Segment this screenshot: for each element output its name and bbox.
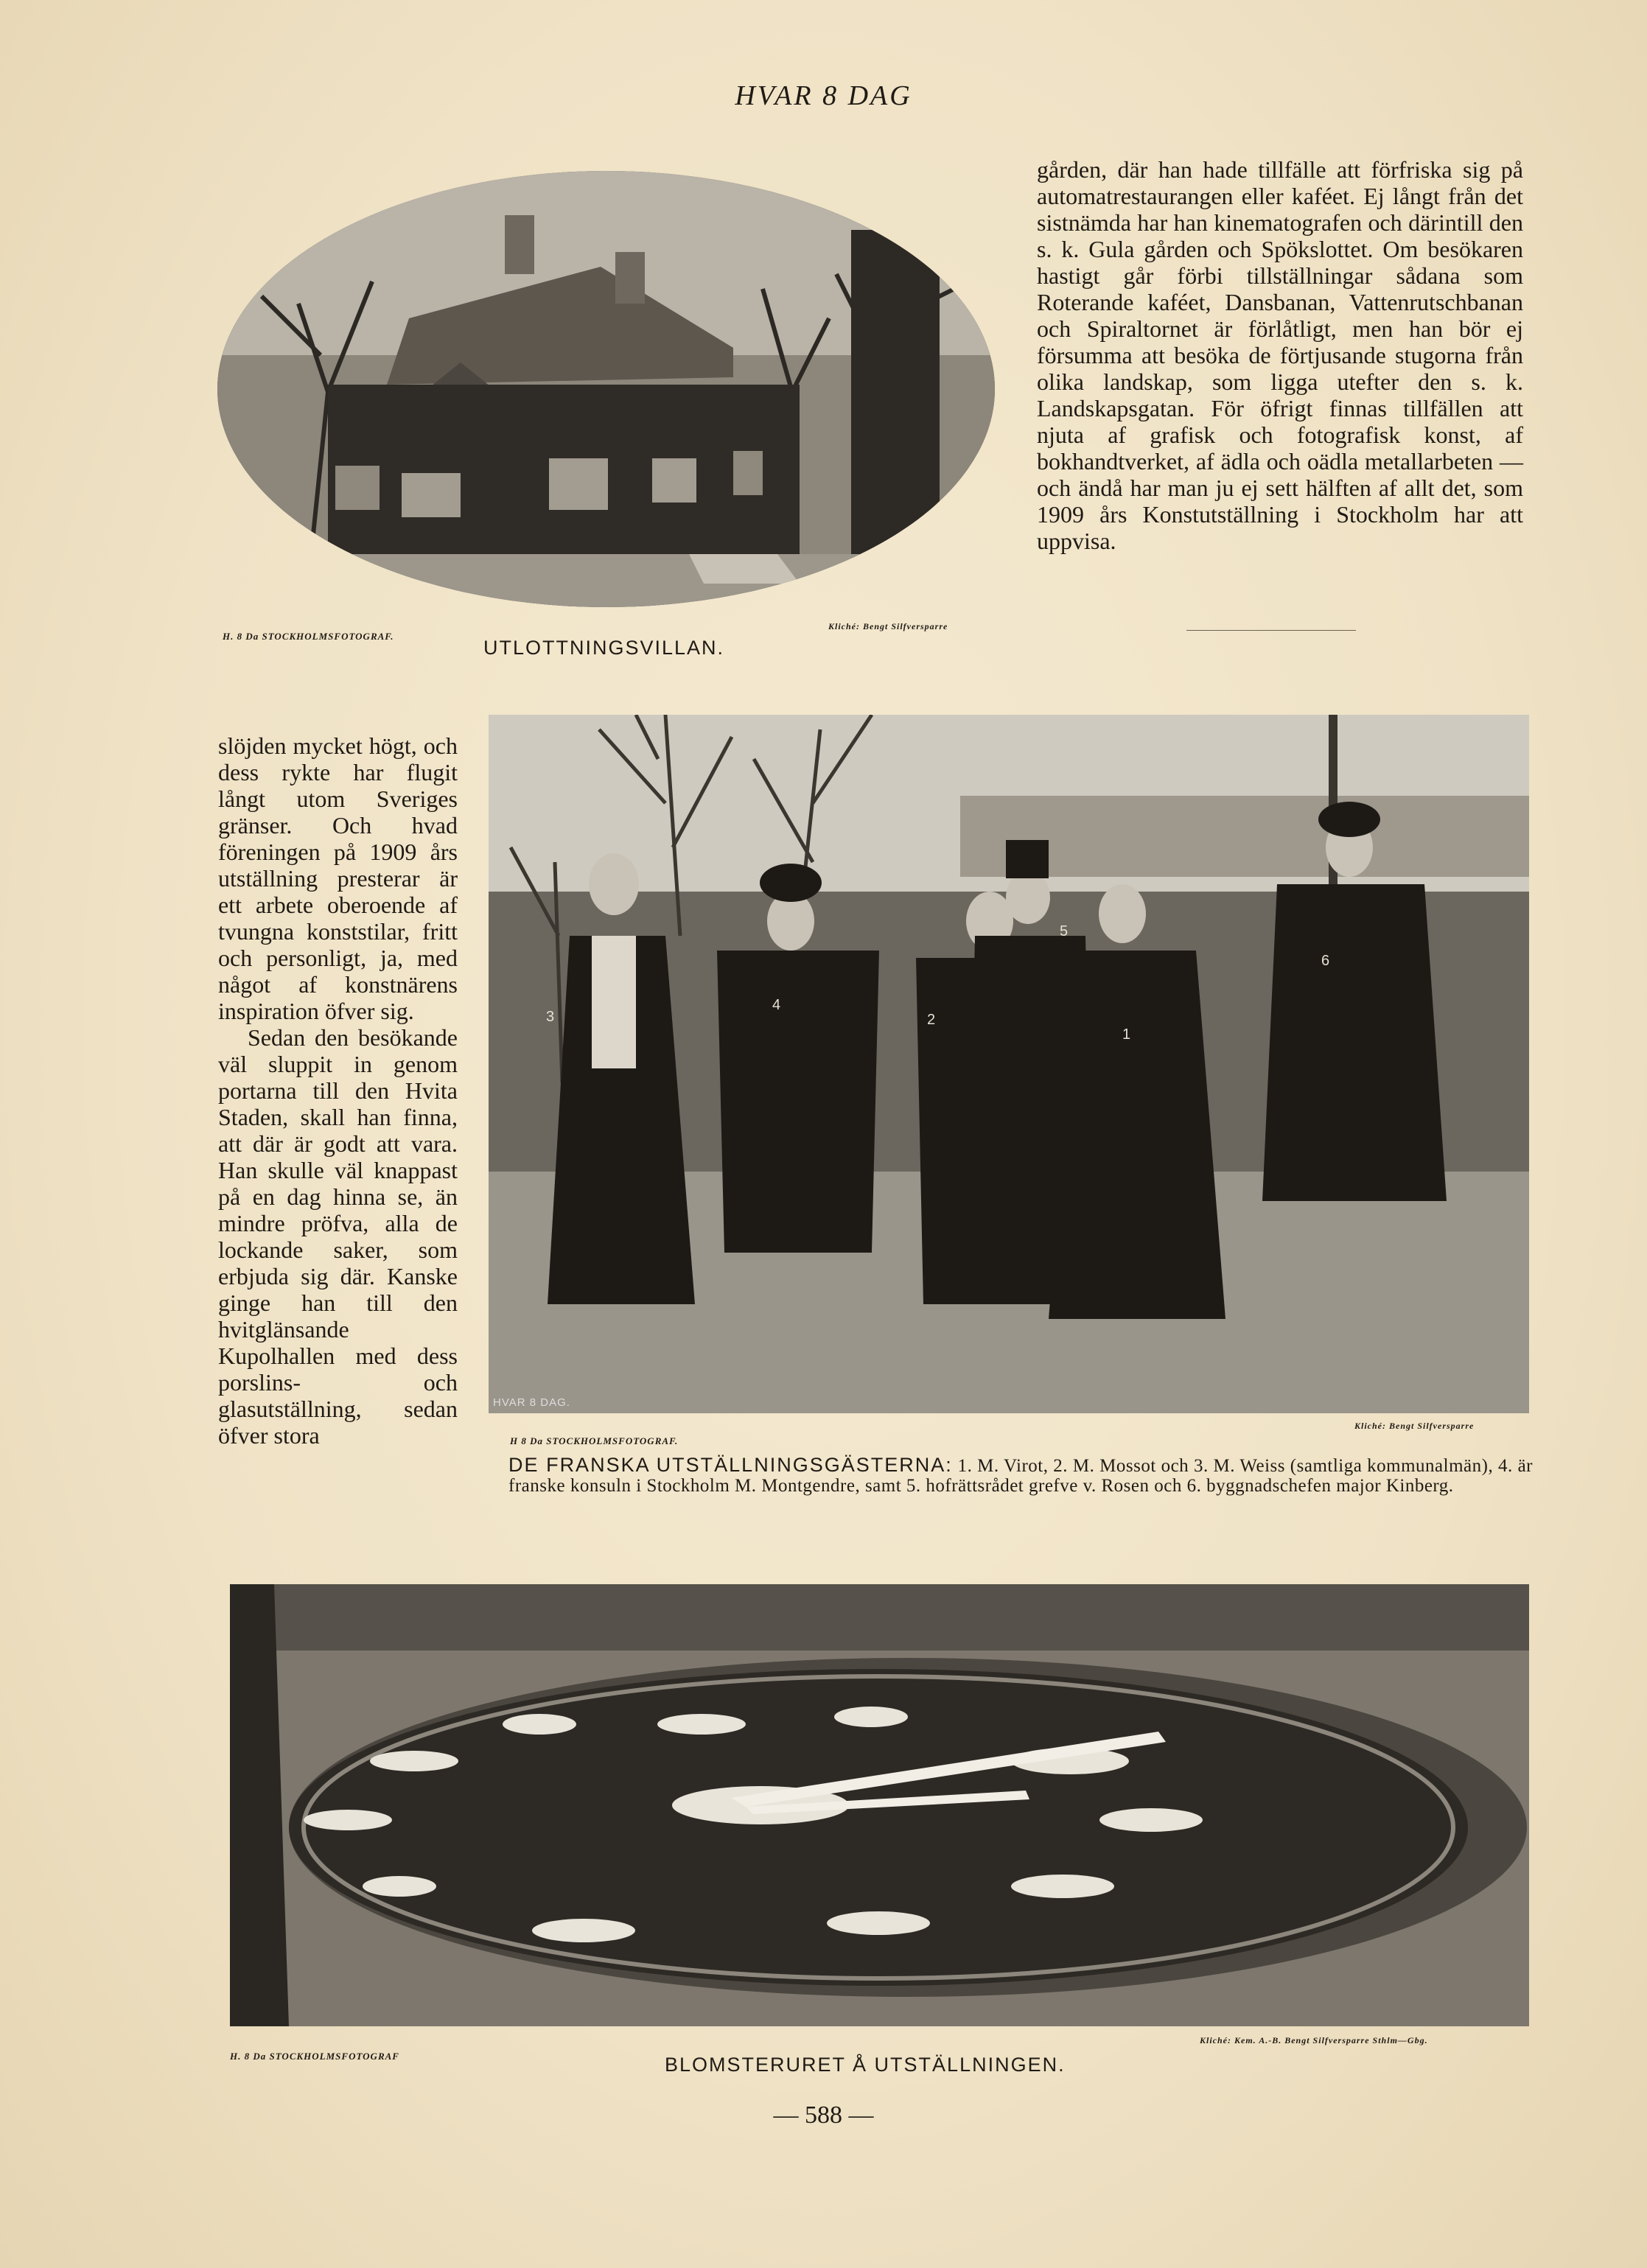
villa-photo-credit: H. 8 Da STOCKHOLMSFOTOGRAF. bbox=[223, 631, 394, 642]
french-guests-caption bbox=[508, 1455, 1533, 1496]
guests-cliche-credit: Kliché: Bengt Silfversparre bbox=[1354, 1421, 1475, 1431]
page-number: — 588 — bbox=[773, 2101, 874, 2129]
person-number: 2 bbox=[927, 1012, 936, 1028]
person-number: 4 bbox=[772, 997, 781, 1013]
person-number: 6 bbox=[1321, 953, 1330, 969]
right-column-paragraph: gården, där han hade tillfälle att förfriska sig på automatrestaurangen eller kaféet. Ej långt från det sistnämda har han kinematografen och därintill den s. k. Gula gården och Spökslottet. Om besökaren hastigt går förbi tillställningar sådana som Roterande kaféet, Dansbanan, Vattenrutschbanan och Spiraltornet är förlåtligt, men han bör ej försumma att besöka de förtjusande stugorna från olika landskap, som ligga utefter den s. k. Landskapsgatan. För öfrigt finnas tillfällen att njuta af grafisk och fotografisk konst, af bokhandtverket, af ädla och oädla metallarbeten — och ändå har man ju ej sett hälften af allt det, som 1909 års Konstutställning i Stockholm har att uppvisa. bbox=[1037, 156, 1523, 554]
clock-caption: BLOMSTERURET Å UTSTÄLLNINGEN. bbox=[665, 2054, 1066, 2076]
person-number: 5 bbox=[1060, 923, 1069, 939]
guests-illustration bbox=[489, 715, 1529, 1413]
clock-cliche-credit: Kliché: Kem. A.-B. Bengt Silfversparre Sthlm—Gbg. bbox=[1200, 2035, 1428, 2045]
flower-clock-illustration bbox=[230, 1584, 1529, 2026]
villa-caption: UTLOTTNINGSVILLAN. bbox=[483, 637, 725, 659]
villa-cliche-credit: Kliché: Bengt Silfversparre bbox=[828, 621, 948, 631]
clock-photo-credit: H. 8 Da STOCKHOLMSFOTOGRAF bbox=[230, 2051, 399, 2062]
left-column-paragraph-2: Sedan den besökande väl sluppit in genom portarna till den Hvita Staden, skall han finna, att där är godt att vara. Han skulle väl knappast på en dag hinna se, än mindre pröfva, alla de lockande saker, som erbjuda sig där. Kanske ginge han till den hvitglänsande Kupolhallen med dess porslins- och glasutställning, sedan öfver stora bbox=[218, 1024, 458, 1449]
villa-illustration bbox=[217, 171, 995, 607]
person-number: 1 bbox=[1122, 1026, 1131, 1043]
page-header: HVAR 8 DAG bbox=[735, 80, 912, 111]
flower-clock-photo bbox=[230, 1584, 1529, 2026]
left-column-text bbox=[218, 732, 458, 1449]
french-guests-caption-text: 1. M. Virot, 2. M. Mossot och 3. M. Weiss (samtliga kommunalmän), 4. är franske konsuln i Stockholm M. Montgendre, samt 5. hofrättsrådet grefve v. Rosen och 6. byggnadschefen major Kinberg. bbox=[508, 1456, 1533, 1496]
right-column-text bbox=[1037, 156, 1523, 554]
person-number: 3 bbox=[546, 1009, 555, 1025]
left-column-paragraph-1: slöjden mycket högt, och dess rykte har flugit långt utom Sveriges gränser. Och hvad föreningen på 1909 års utställning presterar är ett arbete oberoende af tvungna konststilar, fritt och personligt, ja, med något af konstnärens inspiration öfver sig. bbox=[218, 732, 458, 1024]
guests-photo-credit: H 8 Da STOCKHOLMSFOTOGRAF. bbox=[510, 1435, 679, 1446]
photo-watermark: HVAR 8 DAG. bbox=[493, 1396, 570, 1409]
french-guests-caption-label: DE FRANSKA UTSTÄLLNINGSGÄSTERNA: bbox=[508, 1454, 953, 1476]
villa-photo bbox=[217, 171, 995, 607]
french-guests-photo bbox=[489, 715, 1529, 1413]
column-rule bbox=[1186, 630, 1356, 631]
